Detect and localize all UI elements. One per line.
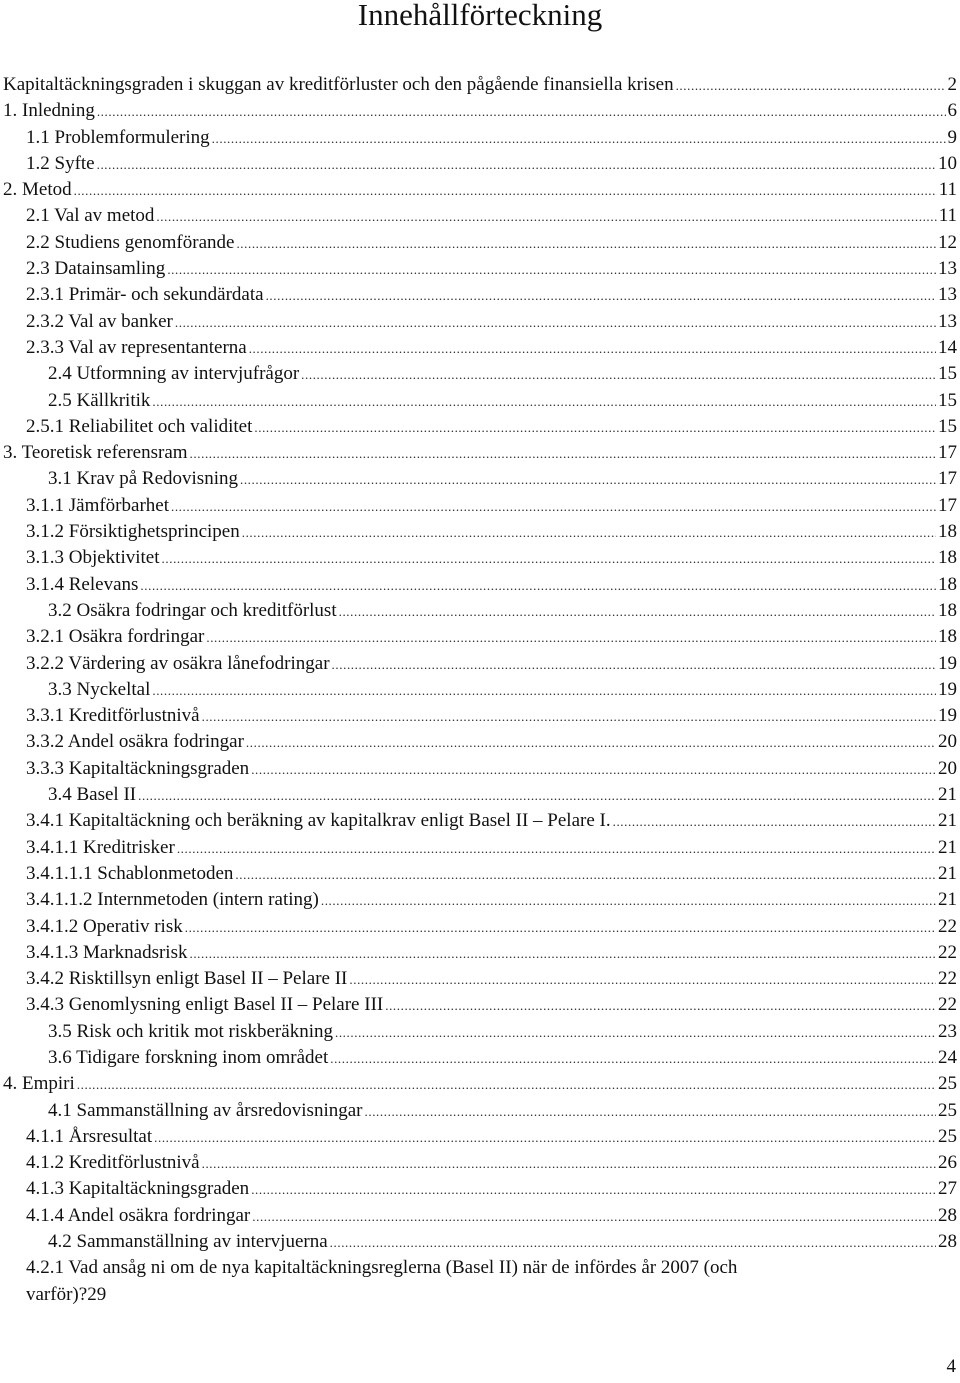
toc-entry[interactable] (0, 1203, 960, 1229)
dot-leader (332, 652, 936, 677)
dot-leader (74, 178, 937, 203)
toc-entry[interactable] (0, 1176, 960, 1202)
toc-page-number: 18 (938, 573, 957, 595)
toc-entry-title: 1. Inledning (3, 100, 95, 122)
dot-leader (152, 678, 936, 703)
dot-leader (138, 783, 936, 808)
toc-entry-title: 3.1.1 Jämförbarhet (26, 494, 169, 516)
toc-entry-multiline[interactable] (0, 1255, 960, 1308)
toc-entry[interactable] (0, 598, 960, 624)
dot-leader (676, 73, 946, 98)
toc-entry-title: 4.1.1 Årsresultat (26, 1125, 153, 1147)
toc-entry-title: 3.2.1 Osäkra fordringar (26, 626, 205, 648)
toc-entry-title: 3.3.1 Kreditförlustnivå (26, 705, 200, 727)
toc-entry-title: 3.4.1.1.1 Schablonmetoden (26, 862, 234, 884)
toc-page-number: 20 (938, 757, 957, 779)
toc-entry[interactable] (0, 98, 960, 124)
toc-entry[interactable] (0, 624, 960, 650)
toc-entry-title: 3.3.3 Kapitaltäckningsgraden (26, 757, 250, 779)
dot-leader (252, 1204, 936, 1229)
dot-leader (301, 362, 936, 387)
dot-leader (190, 441, 936, 466)
toc-page-number: 17 (938, 468, 957, 490)
toc-page-number: 19 (938, 678, 957, 700)
dot-leader (171, 494, 936, 519)
toc-entry-title: 4.1.4 Andel osäkra fordringar (26, 1204, 251, 1226)
toc-entry-title: 3.4.1.1.2 Internmetoden (intern rating) (26, 889, 319, 911)
toc-entry[interactable] (0, 151, 960, 177)
toc-entry-title: 3.3 Nyckeltal (48, 678, 151, 700)
toc-page-number: 21 (938, 810, 957, 832)
dot-leader (152, 389, 936, 414)
dot-leader (206, 625, 936, 650)
toc-page-number: 18 (938, 599, 957, 621)
toc-entry-title: 2.3.1 Primär- och sekundärdata (26, 284, 264, 306)
toc-page-number: 21 (938, 784, 957, 806)
dot-leader (235, 862, 936, 887)
dot-leader (156, 204, 936, 229)
toc-page-number: 6 (947, 100, 957, 122)
dot-leader (236, 231, 936, 256)
toc-entry-title: 4.1.2 Kreditförlustnivå (26, 1152, 200, 1174)
toc-page-number: 2 (947, 74, 957, 95)
toc-entry[interactable] (0, 493, 960, 519)
toc-page-number: 13 (938, 258, 957, 280)
dot-leader (339, 599, 936, 624)
toc-entry-title: 4.1.3 Kapitaltäckningsgraden (26, 1178, 250, 1200)
toc-page-number: 10 (938, 152, 957, 174)
toc-entry-title: Kapitaltäckningsgraden i skuggan av kreditförluster och den pågående finansiella krisen (3, 74, 674, 95)
dot-leader (249, 336, 936, 361)
toc-page-number: 22 (938, 994, 957, 1016)
table-of-contents (0, 72, 960, 1308)
toc-heading: Innehållförteckning (357, 0, 603, 32)
toc-entry-title: 1.2 Syfte (26, 152, 95, 174)
toc-entry-title: 2.5 Källkritik (48, 389, 151, 411)
dot-leader (97, 152, 936, 177)
dot-leader (177, 836, 936, 861)
dot-leader (140, 573, 936, 598)
toc-entry-title: 4.1 Sammanställning av årsredovisningar (48, 1099, 363, 1121)
toc-entry[interactable] (0, 203, 960, 229)
toc-page-number: 18 (938, 626, 957, 648)
toc-entry-title: 3.4 Basel II (48, 784, 137, 806)
toc-page-number: 26 (938, 1152, 957, 1174)
dot-leader (189, 941, 936, 966)
toc-page-number: 25 (938, 1125, 957, 1147)
toc-entry[interactable] (0, 940, 960, 966)
toc-page-number: 20 (938, 731, 957, 753)
dot-leader (154, 1125, 936, 1150)
dot-leader (202, 1151, 936, 1176)
toc-page-number: 11 (938, 179, 957, 201)
toc-page-number: 27 (938, 1178, 957, 1200)
toc-entry-title: 4.2 Sammanställning av intervjuerna (48, 1231, 328, 1253)
toc-page-number: 11 (938, 205, 957, 227)
toc-entry[interactable] (0, 388, 960, 414)
toc-page-number: 25 (938, 1099, 957, 1121)
toc-page-number: 14 (938, 336, 957, 358)
dot-leader (365, 1099, 937, 1124)
toc-entry[interactable] (0, 72, 960, 98)
toc-entry-title: 3.6 Tidigare forskning inom området (48, 1046, 329, 1068)
toc-entry[interactable] (0, 992, 960, 1018)
dot-leader (167, 257, 936, 282)
dot-leader (175, 310, 936, 335)
toc-page-number: 22 (938, 941, 957, 963)
dot-leader (202, 704, 936, 729)
toc-entry[interactable] (0, 545, 960, 571)
toc-entry[interactable] (0, 256, 960, 282)
toc-page-number: 21 (938, 889, 957, 911)
toc-page-number: 28 (938, 1231, 957, 1253)
dot-leader (330, 1046, 936, 1071)
toc-entry[interactable] (0, 651, 960, 677)
toc-entry-title: 2. Metod (3, 179, 72, 201)
toc-entry[interactable] (0, 782, 960, 808)
toc-page-number: 29 (87, 1283, 107, 1305)
toc-page-number: 15 (938, 363, 957, 385)
dot-leader (97, 99, 946, 124)
dot-leader (212, 126, 946, 151)
toc-entry[interactable] (0, 887, 960, 913)
toc-entry[interactable] (0, 1045, 960, 1071)
toc-page-number: 13 (938, 310, 957, 332)
toc-page-number: 9 (947, 126, 957, 148)
toc-entry[interactable] (0, 966, 960, 992)
dot-leader (349, 967, 936, 992)
toc-entry-title: 2.2 Studiens genomförande (26, 231, 235, 253)
toc-entry-title: 3.3.2 Andel osäkra fodringar (26, 731, 244, 753)
toc-page-number: 22 (938, 915, 957, 937)
dot-leader (321, 888, 936, 913)
toc-page-number: 17 (938, 494, 957, 516)
toc-entry-title: 3.1.4 Relevans (26, 573, 139, 595)
toc-entry[interactable] (0, 861, 960, 887)
toc-page-number: 18 (938, 521, 957, 543)
toc-entry[interactable] (0, 440, 960, 466)
toc-page-number: 13 (938, 284, 957, 306)
toc-entry[interactable] (0, 361, 960, 387)
dot-leader (254, 415, 936, 440)
toc-page-number: 25 (938, 1073, 957, 1095)
dot-leader (242, 520, 936, 545)
dot-leader (385, 993, 936, 1018)
toc-entry[interactable] (0, 335, 960, 361)
toc-entry-title: 3.4.1.3 Marknadsrisk (26, 941, 188, 963)
toc-entry[interactable] (0, 466, 960, 492)
toc-page-number: 21 (938, 862, 957, 884)
toc-entry[interactable] (0, 808, 960, 834)
toc-entry-title: 3.4.1.1 Kreditrisker (26, 836, 175, 858)
toc-entry[interactable] (0, 282, 960, 308)
toc-entry[interactable] (0, 177, 960, 203)
toc-entry[interactable] (0, 756, 960, 782)
toc-entry-title-line1: 4.2.1 Vad ansåg ni om de nya kapitaltäckningsreglerna (Basel II) när de infördes år 2007 (och (26, 1257, 738, 1279)
toc-entry[interactable] (0, 230, 960, 256)
toc-entry-title: 1.1 Problemformulering (26, 126, 210, 148)
toc-page-number: 17 (938, 442, 957, 464)
dot-leader (251, 1177, 936, 1202)
toc-page-number: 23 (938, 1020, 957, 1042)
toc-entry-title: 2.3.2 Val av banker (26, 310, 173, 332)
page-number: 4 (946, 1356, 956, 1377)
toc-page-number: 15 (938, 415, 957, 437)
toc-page-number: 22 (938, 968, 957, 990)
toc-entry-title: 3.4.2 Risktillsyn enligt Basel II – Pelare II (26, 968, 348, 990)
toc-entry[interactable] (0, 309, 960, 335)
toc-entry[interactable] (0, 1124, 960, 1150)
dot-leader (335, 1020, 936, 1045)
toc-page-number: 28 (938, 1204, 957, 1226)
toc-entry[interactable] (0, 1019, 960, 1045)
toc-entry-title: 2.3.3 Val av representanterna (26, 336, 247, 358)
toc-entry-title: 2.1 Val av metod (26, 205, 155, 227)
toc-entry-title: 3.4.1.2 Operativ risk (26, 915, 183, 937)
dot-leader (246, 730, 936, 755)
dot-leader (613, 809, 936, 834)
toc-entry[interactable] (0, 125, 960, 151)
toc-entry-title: 3.5 Risk och kritik mot riskberäkning (48, 1020, 333, 1042)
dot-leader (185, 915, 936, 940)
toc-entry-title: 2.4 Utformning av intervjufrågor (48, 363, 300, 385)
toc-entry-title: 4. Empiri (3, 1073, 75, 1095)
toc-entry-title-line2: varför)? (26, 1283, 88, 1305)
dot-leader (77, 1072, 936, 1097)
toc-entry-title: 3.1 Krav på Redovisning (48, 468, 238, 490)
toc-entry[interactable] (0, 703, 960, 729)
toc-page-number: 12 (938, 231, 957, 253)
toc-entry-title: 3. Teoretisk referensram (3, 442, 188, 464)
toc-page-number: 18 (938, 547, 957, 569)
toc-entry[interactable] (0, 519, 960, 545)
toc-page-number: 15 (938, 389, 957, 411)
toc-page-number: 19 (938, 652, 957, 674)
toc-entry-title: 3.2.2 Värdering av osäkra lånefodringar (26, 652, 330, 674)
toc-entry[interactable] (0, 414, 960, 440)
dot-leader (162, 546, 936, 571)
toc-entry-title: 2.5.1 Reliabilitet och validitet (26, 415, 253, 437)
toc-entry[interactable] (0, 729, 960, 755)
toc-entry-title: 3.4.3 Genomlysning enligt Basel II – Pelare III (26, 994, 384, 1016)
toc-entry-title: 3.1.2 Försiktighetsprincipen (26, 521, 240, 543)
toc-entry[interactable] (0, 1098, 960, 1124)
dot-leader (330, 1230, 936, 1255)
toc-entry[interactable] (0, 914, 960, 940)
toc-entry-title: 3.4.1 Kapitaltäckning och beräkning av kapitalkrav enligt Basel II – Pelare I. (26, 810, 611, 832)
toc-entry[interactable] (0, 1150, 960, 1176)
toc-entry-title: 3.2 Osäkra fodringar och kreditförlust (48, 599, 337, 621)
toc-page-number: 24 (938, 1046, 957, 1068)
toc-entry[interactable] (0, 835, 960, 861)
toc-entry[interactable] (0, 572, 960, 598)
toc-page-number: 21 (938, 836, 957, 858)
toc-entry-title: 2.3 Datainsamling (26, 258, 166, 280)
dot-leader (251, 757, 936, 782)
toc-entry[interactable] (0, 1071, 960, 1097)
toc-page-number: 19 (938, 705, 957, 727)
toc-entry-title: 3.1.3 Objektivitet (26, 547, 160, 569)
toc-entry[interactable] (0, 1229, 960, 1255)
dot-leader (240, 467, 936, 492)
dot-leader (266, 283, 936, 308)
toc-entry[interactable] (0, 677, 960, 703)
